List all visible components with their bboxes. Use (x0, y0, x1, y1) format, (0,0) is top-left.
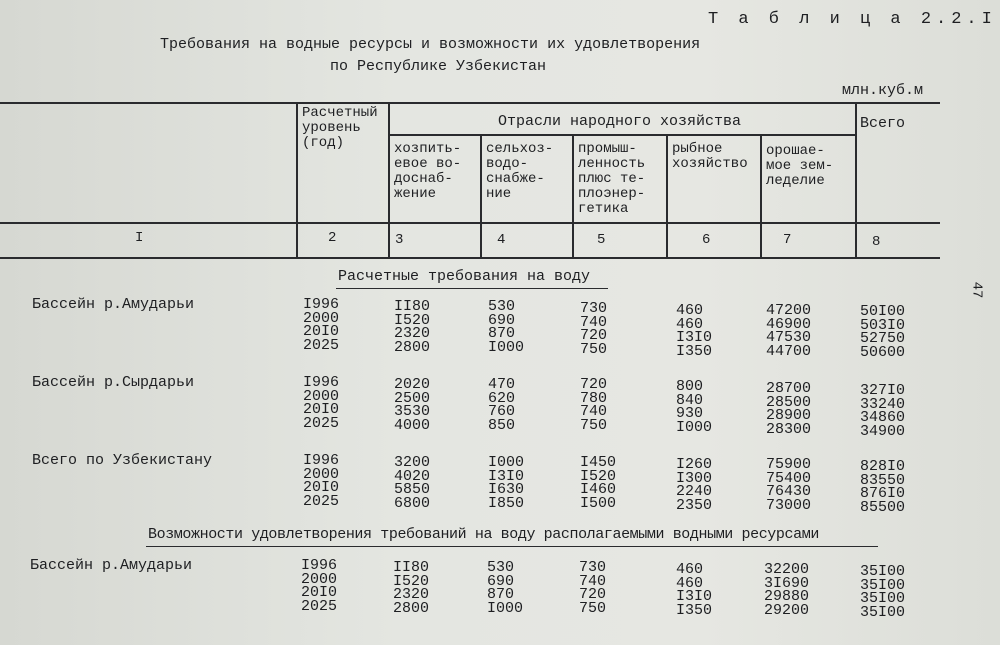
header-col-3: хозпить- евое во- доснаб- жение (394, 141, 462, 202)
vline-6 (760, 134, 762, 258)
years-block-1: I996 2000 20I0 2025 (303, 296, 340, 354)
vline-7 (855, 102, 857, 258)
values-block-4-col-7: 32200 3I690 29880 29200 (764, 561, 810, 619)
header-col-7: орошае- мое зем- леделие (766, 143, 834, 189)
row-label-syrdarya: Бассейн р.Сырдарьи (32, 374, 195, 391)
values-block-2-col-5: 720 780 740 750 (580, 376, 608, 434)
vline-4 (572, 134, 574, 258)
section-underline-1 (336, 288, 608, 289)
values-block-4-col-4: 530 690 870 I000 (487, 559, 524, 617)
col-number-1: I (135, 230, 144, 246)
years-block-2: I996 2000 20I0 2025 (303, 374, 340, 432)
col-number-3: 3 (395, 232, 404, 248)
values-block-3-col-5: I450 I520 I460 I500 (580, 454, 617, 512)
values-block-3-col-3: 3200 4020 5850 6800 (394, 454, 431, 512)
col-number-2: 2 (328, 230, 337, 246)
table-title-line-1: Требования на водные ресурсы и возможности их удовлетворения (160, 36, 701, 53)
header-level: Расчетный уровень (год) (302, 105, 378, 151)
values-block-3-col-8: 828I0 83550 876I0 85500 (860, 458, 906, 516)
vline-5 (666, 134, 668, 258)
header-bottom-rule (0, 222, 940, 224)
values-block-1-col-5: 730 740 720 750 (580, 300, 608, 358)
branches-rule (388, 134, 856, 136)
section-heading-requirements: Расчетные требования на воду (338, 268, 591, 285)
values-block-1-col-7: 47200 46900 47530 44700 (766, 302, 812, 360)
values-block-4-col-8: 35I00 35I00 35I00 35I00 (860, 563, 906, 621)
values-block-1-col-3: II80 I520 2320 2800 (394, 298, 431, 356)
values-block-1-col-4: 530 690 870 I000 (488, 298, 525, 356)
row-label-total-uzbekistan: Всего по Узбекистану (32, 452, 213, 469)
values-block-4-col-6: 460 460 I3I0 I350 (676, 561, 713, 619)
row-label-amudarya-capabilities: Бассейн р.Амударьи (30, 557, 193, 574)
section-heading-capabilities: Возможности удовлетворения требований на воду располагаемыми водными ресурсами (148, 526, 819, 543)
values-block-3-col-4: I000 I3I0 I630 I850 (488, 454, 525, 512)
header-total: Всего (860, 115, 906, 132)
years-block-3: I996 2000 20I0 2025 (303, 452, 340, 510)
values-block-1-col-8: 50I00 503I0 52750 50600 (860, 303, 906, 361)
table-title-line-2: по Республике Узбекистан (330, 58, 547, 75)
values-block-2-col-6: 800 840 930 I000 (676, 378, 713, 436)
header-top-rule (0, 102, 940, 104)
header-col-5: промыш- ленность плюс те- плоэнер- гетика (578, 141, 646, 217)
values-block-4-col-3: II80 I520 2320 2800 (393, 559, 430, 617)
colnum-rule (0, 257, 940, 259)
header-col-4: сельхоз- водо- снабже- ние (486, 141, 554, 202)
values-block-3-col-6: I260 I300 2240 2350 (676, 456, 713, 514)
page-number: 47 (968, 281, 985, 299)
col-number-4: 4 (497, 232, 506, 248)
values-block-1-col-6: 460 460 I3I0 I350 (676, 302, 713, 360)
row-label-amudarya: Бассейн р.Амударьи (32, 296, 195, 313)
values-block-4-col-5: 730 740 720 750 (579, 559, 607, 617)
values-block-3-col-7: 75900 75400 76430 73000 (766, 456, 812, 514)
values-block-2-col-3: 2020 2500 3530 4000 (394, 376, 431, 434)
vline-3 (480, 134, 482, 258)
values-block-2-col-7: 28700 28500 28900 28300 (766, 380, 812, 438)
header-branches: Отрасли народного хозяйства (498, 113, 742, 130)
values-block-2-col-8: 327I0 33240 34860 34900 (860, 382, 906, 440)
header-col-6: рыбное хозяйство (672, 141, 748, 172)
col-number-6: 6 (702, 232, 711, 248)
col-number-7: 7 (783, 232, 792, 248)
years-block-4: I996 2000 20I0 2025 (301, 557, 338, 615)
section-underline-2 (146, 546, 878, 547)
col-number-8: 8 (872, 234, 881, 250)
col-number-5: 5 (597, 232, 606, 248)
vline-2 (388, 102, 390, 258)
unit-label: млн.куб.м (842, 82, 924, 99)
table-number: Т а б л и ц а 2.2.I (708, 10, 997, 29)
vline-1 (296, 102, 298, 258)
values-block-2-col-4: 470 620 760 850 (488, 376, 516, 434)
